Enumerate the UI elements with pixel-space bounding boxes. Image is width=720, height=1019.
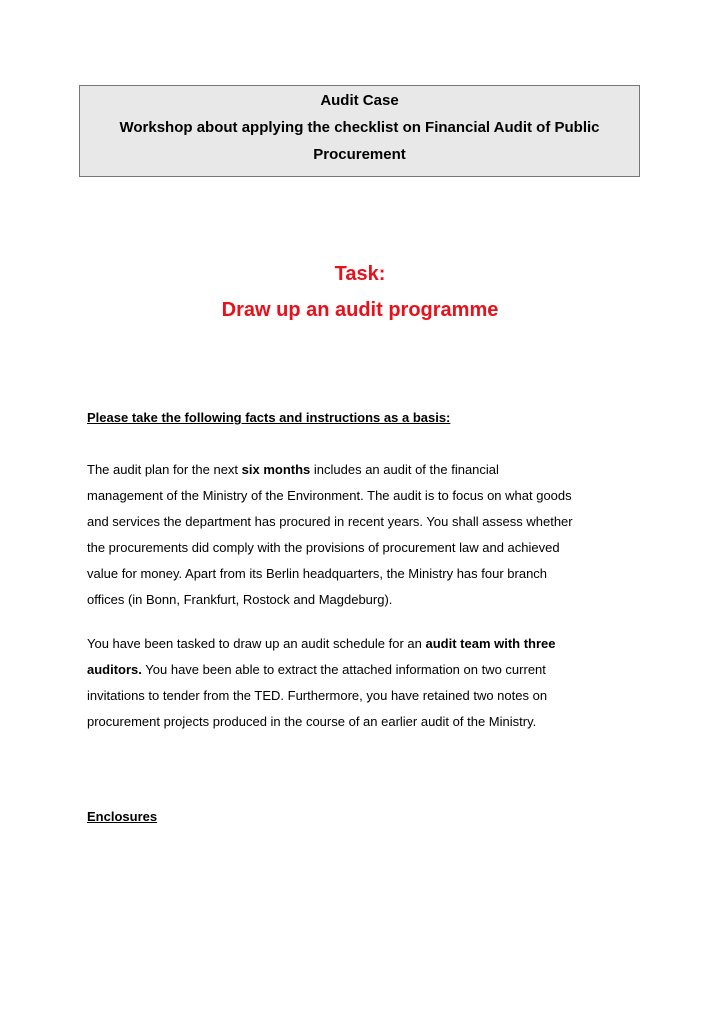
header-subtitle-line2: Procurement — [313, 146, 406, 163]
emphasis-six-months: six months — [241, 462, 311, 477]
paragraph-line: procurement projects produced in the course of an earlier audit of the Ministry. — [87, 714, 537, 729]
text-run: includes an audit of the financial — [310, 462, 499, 477]
enclosures-heading: Enclosures — [87, 809, 158, 824]
emphasis-audit-team: audit team with three — [425, 636, 556, 651]
task-label: Task: — [334, 263, 386, 285]
paragraph-line: value for money. Apart from its Berlin headquarters, the Ministry has four branch — [87, 566, 548, 581]
task-section — [0, 256, 720, 328]
text-run: The audit plan for the next — [87, 462, 242, 477]
header-subtitle-line1: Workshop about applying the checklist on Financial Audit of Public — [119, 119, 600, 136]
audit-case-header — [79, 85, 640, 177]
paragraph-line: invitations to tender from the TED. Furthermore, you have retained two notes on — [87, 688, 548, 703]
paragraph-audit-schedule — [87, 631, 647, 735]
paragraph-line: offices (in Bonn, Frankfurt, Rostock and Magdeburg). — [87, 592, 393, 607]
text-run: You have been tasked to draw up an audit schedule for an — [87, 636, 426, 651]
task-title: Draw up an audit programme — [221, 299, 499, 321]
header-title: Audit Case — [320, 92, 399, 109]
emphasis-auditors: auditors. — [87, 662, 142, 677]
paragraph-line: management of the Ministry of the Environment. The audit is to focus on what goods — [87, 488, 572, 503]
paragraph-line: the procurements did comply with the provisions of procurement law and achieved — [87, 540, 560, 555]
paragraph-line — [87, 657, 647, 683]
text-run: You have been able to extract the attached information on two current — [141, 662, 546, 677]
instructions-heading: Please take the following facts and instructions as a basis: — [87, 410, 451, 425]
paragraph-audit-plan — [87, 457, 647, 613]
paragraph-line: and services the department has procured in recent years. You shall assess whether — [87, 514, 573, 529]
paragraph-line — [87, 457, 647, 483]
paragraph-line — [87, 631, 647, 657]
